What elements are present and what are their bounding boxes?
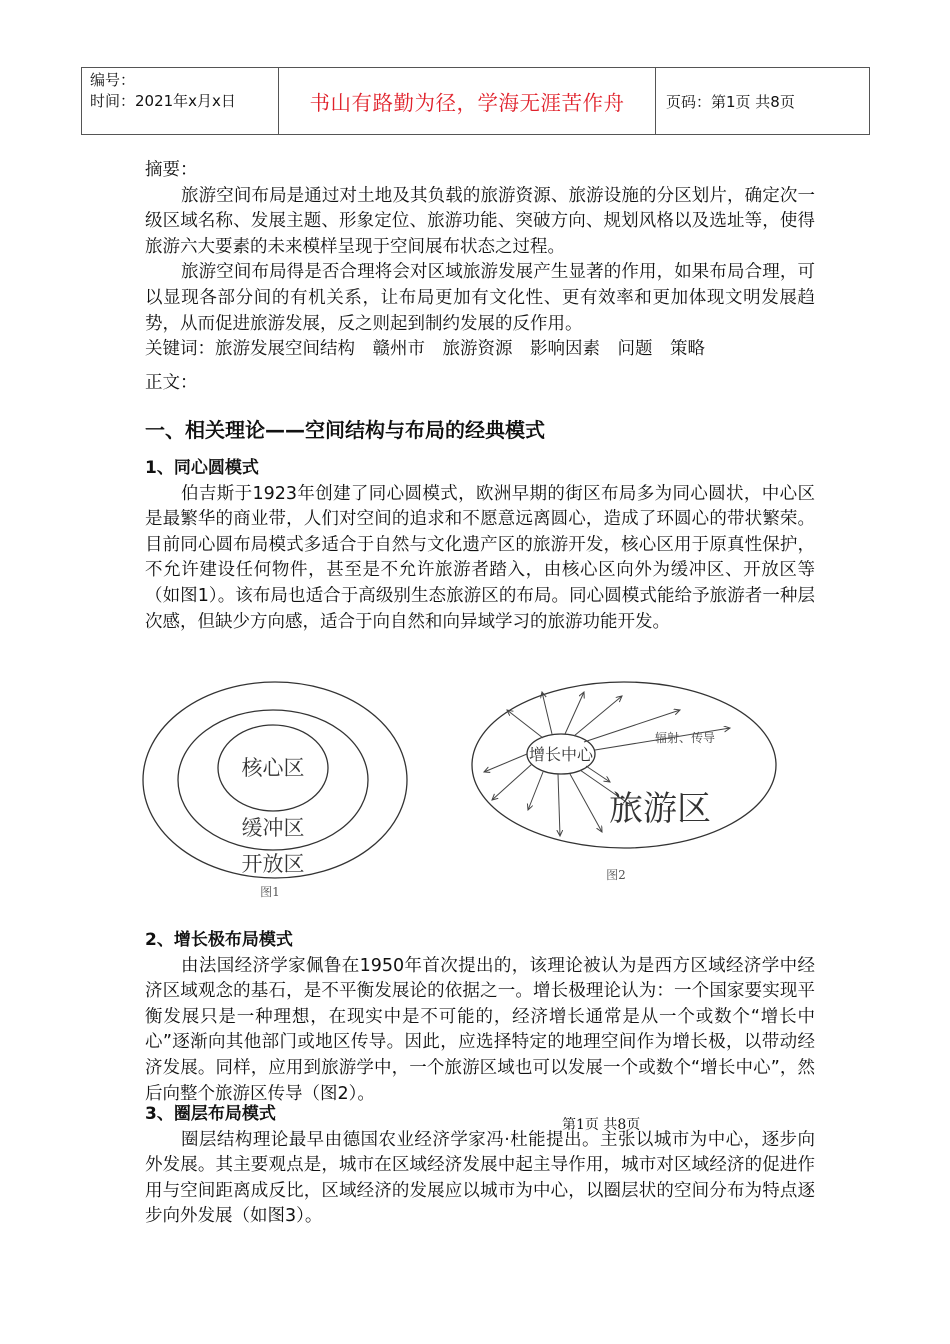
growth-center-label: 增长中心: [528, 745, 594, 764]
figure-1: [143, 682, 407, 899]
subsection-para-2: 由法国经济学家佩鲁在1950年首次提出的，该理论被认为是西方区域经济学中经济区域观念的基石，是不平衡发展论的依据之一。增长极理论认为：一个国家要实现平衡发展只是一种理想，在现实中是不可能的，经济增长通常是从一个或数个“增长中心”逐渐向其他部门或地区传导。因此，应选择特定的地理空间作为增长极，以带动经济发展。同样，应用到旅游学中，一个旅游区域也可以发展一个或数个“增长中心”，然后向整个旅游区传导（图2）。: [145, 955, 815, 1104]
body-label: 正文：: [145, 372, 198, 393]
number-label: 编号：: [90, 71, 136, 89]
abstract-section: [145, 158, 815, 396]
subsection-title-3: 3、圈层布局模式: [145, 1104, 276, 1124]
radiation-label: 辐射、传导: [654, 731, 716, 745]
core-zone-label: 核心区: [241, 756, 305, 780]
abstract-label: 摘要：: [145, 160, 198, 180]
header-table: [81, 67, 870, 135]
keywords: 关键词：旅游发展空间结构 赣州市 旅游资源 影响因素 问题 策略: [145, 339, 705, 360]
figure-1-caption: 图1: [260, 885, 280, 899]
date-label: 时间：2021年x月x日: [90, 92, 236, 110]
subsection-para-3: 圈层结构理论最早由德国农业经济学家冯·杜能提出。主张以城市为中心，逐步向外发展。其主要观点是，城市在区域经济发展中起主导作用，城市对区域经济的促进作用与空间距离成反比，区域经济的发展应以城市为中心，以圈层状的空间分布为特点逐步向外发展（如图3）。: [145, 1129, 815, 1227]
subsection-title-1: 1、同心圆模式: [145, 458, 259, 478]
abstract-para-1: 旅游空间布局是通过对土地及其负载的旅游资源、旅游设施的分区划片，确定次一级区域名称、发展主题、形象定位、旅游功能、突破方向、规划风格以及选址等，使得旅游六大要素的未来模样呈现于空间展布状态之过程。: [145, 185, 815, 257]
subsection-title-2: 2、增长极布局模式: [145, 930, 293, 950]
figures: [140, 672, 820, 912]
figure-2: [472, 682, 776, 882]
tourism-zone-label: 旅游区: [609, 789, 711, 829]
subsection-para-1: 伯吉斯于1923年创建了同心圆模式，欧洲早期的街区布局多为同心圆状，中心区是最繁华的商业带，人们对空间的追求和不愿意远离圆心，造成了环圆心的带状繁荣。目前同心圆布局模式多适合于自然与文化遗产区的旅游开发，核心区用于原真性保护，不允许建设任何物件，甚至是不允许旅游者踏入，由核心区向外为缓冲区、开放区等（如图1）。该布局也适合于高级别生态旅游区的布局。同心圆模式能给予旅游者一种层次感，但缺少方向感，适合于向自然和向异域学习的旅游功能开发。: [145, 483, 815, 632]
section-1-3: [145, 1102, 815, 1230]
section-1-1: [145, 456, 815, 635]
section-title: 一、相关理论——空间结构与布局的经典模式: [145, 418, 545, 442]
motto: 书山有路勤为径，学海无涯苦作舟: [279, 68, 656, 134]
buffer-zone-label: 缓冲区: [241, 816, 305, 840]
page-footer: 第1页 共8页: [562, 1117, 641, 1133]
open-zone-label: 开放区: [241, 852, 305, 876]
abstract-para-2: 旅游空间布局得是否合理将会对区域旅游发展产生显著的作用，如果布局合理，可以显现各部分间的有机关系，让布局更加有文化性、更有效率和更加体现文明发展趋势，从而促进旅游发展，反之则起到制约发展的反作用。: [145, 262, 815, 334]
page-info: 页码：第1页 共8页: [666, 92, 795, 111]
header-left-cell: [82, 68, 279, 134]
section-1-2: [145, 928, 815, 1107]
figure-2-caption: 图2: [606, 868, 626, 882]
